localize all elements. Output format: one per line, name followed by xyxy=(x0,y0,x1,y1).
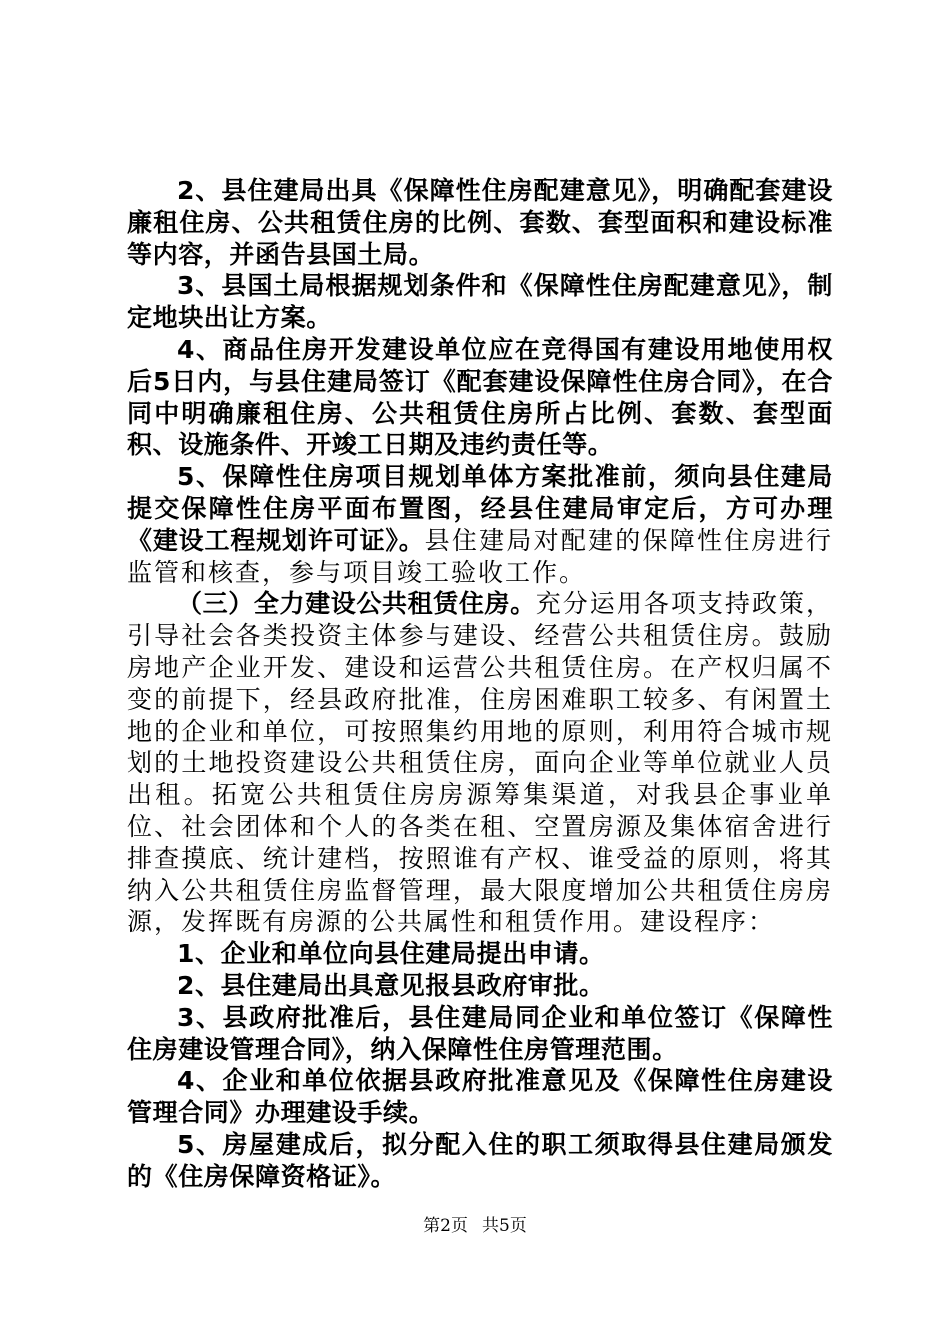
paragraph-text: 5、房屋建成后，拟分配入住的职工须取得县住建局颁发的《住房保障资格证》。 xyxy=(127,1129,833,1191)
paragraph-text: 4、企业和单位依据县政府批准意见及《保障性住房建设管理合同》办理建设手续。 xyxy=(127,1066,833,1128)
paragraph-text: 4、商品住房开发建设单位应在竞得国有建设用地使用权后5日内，与县住建局签订《配套建设保障性住房合同》，在合同中明确廉租住房、公共租赁住房所占比例、套数、套型面积、设施条件、开竣工日期及违约责任等。 xyxy=(127,334,833,460)
paragraph xyxy=(127,970,833,1002)
page-footer xyxy=(0,1215,950,1237)
paragraph xyxy=(127,175,833,270)
paragraph-text: 2、县住建局出具意见报县政府审批。 xyxy=(177,970,605,1000)
section-heading: （三）全力建设公共租赁住房。 xyxy=(177,589,536,619)
page-total: 共5页 xyxy=(482,1216,527,1236)
paragraph-text: 1、企业和单位向县住建局提出申请。 xyxy=(177,939,605,969)
document-body xyxy=(127,175,833,1193)
paragraph xyxy=(127,588,833,938)
paragraph-text: 3、县国土局根据规划条件和《保障性住房配建意见》，制定地块出让方案。 xyxy=(127,271,833,333)
page-number: 第2页 xyxy=(423,1216,468,1236)
paragraph-text: 3、县政府批准后，县住建局同企业和单位签订《保障性住房建设管理合同》，纳入保障性住房管理范围。 xyxy=(127,1002,833,1064)
paragraph xyxy=(127,461,833,588)
paragraph xyxy=(127,334,833,461)
paragraph-text-light: 县住建局对配建的保障性住房进行监管和核查，参与项目竣工验收工作。 xyxy=(127,525,833,587)
paragraph xyxy=(127,270,833,334)
paragraph xyxy=(127,1129,833,1193)
paragraph-text: 5、保障性住房项目规划单体方案批准前，须向县住建局提交保障性住房平面布置图，经县住建局审定后，方可办理《建设工程规划许可证》。 xyxy=(127,462,833,555)
paragraph xyxy=(127,1065,833,1129)
paragraph-text: 充分运用各项支持政策，引导社会各类投资主体参与建设、经营公共租赁住房。鼓励房地产企业开发、建设和运营公共租赁住房。在产权归属不变的前提下，经县政府批准，住房困难职工较多、有闲置土地的企业和单位，可按照集约用地的原则，利用符合城市规划的土地投资建设公共租赁住房，面向企业等单位就业人员出租。拓宽公共租赁住房房源筹集渠道，对我县企事业单位、社会团体和个人的各类在租、空置房源及集体宿舍进行排查摸底、统计建档，按照谁有产权、谁受益的原则，将其纳入公共租赁住房监督管理，最大限度增加公共租赁住房房源，发挥既有房源的公共属性和租赁作用。建设程序： xyxy=(127,589,833,937)
paragraph xyxy=(127,1002,833,1066)
paragraph xyxy=(127,938,833,970)
paragraph-text: 2、县住建局出具《保障性住房配建意见》，明确配套建设廉租住房、公共租赁住房的比例、套数、套型面积和建设标准等内容，并函告县国土局。 xyxy=(127,176,833,269)
